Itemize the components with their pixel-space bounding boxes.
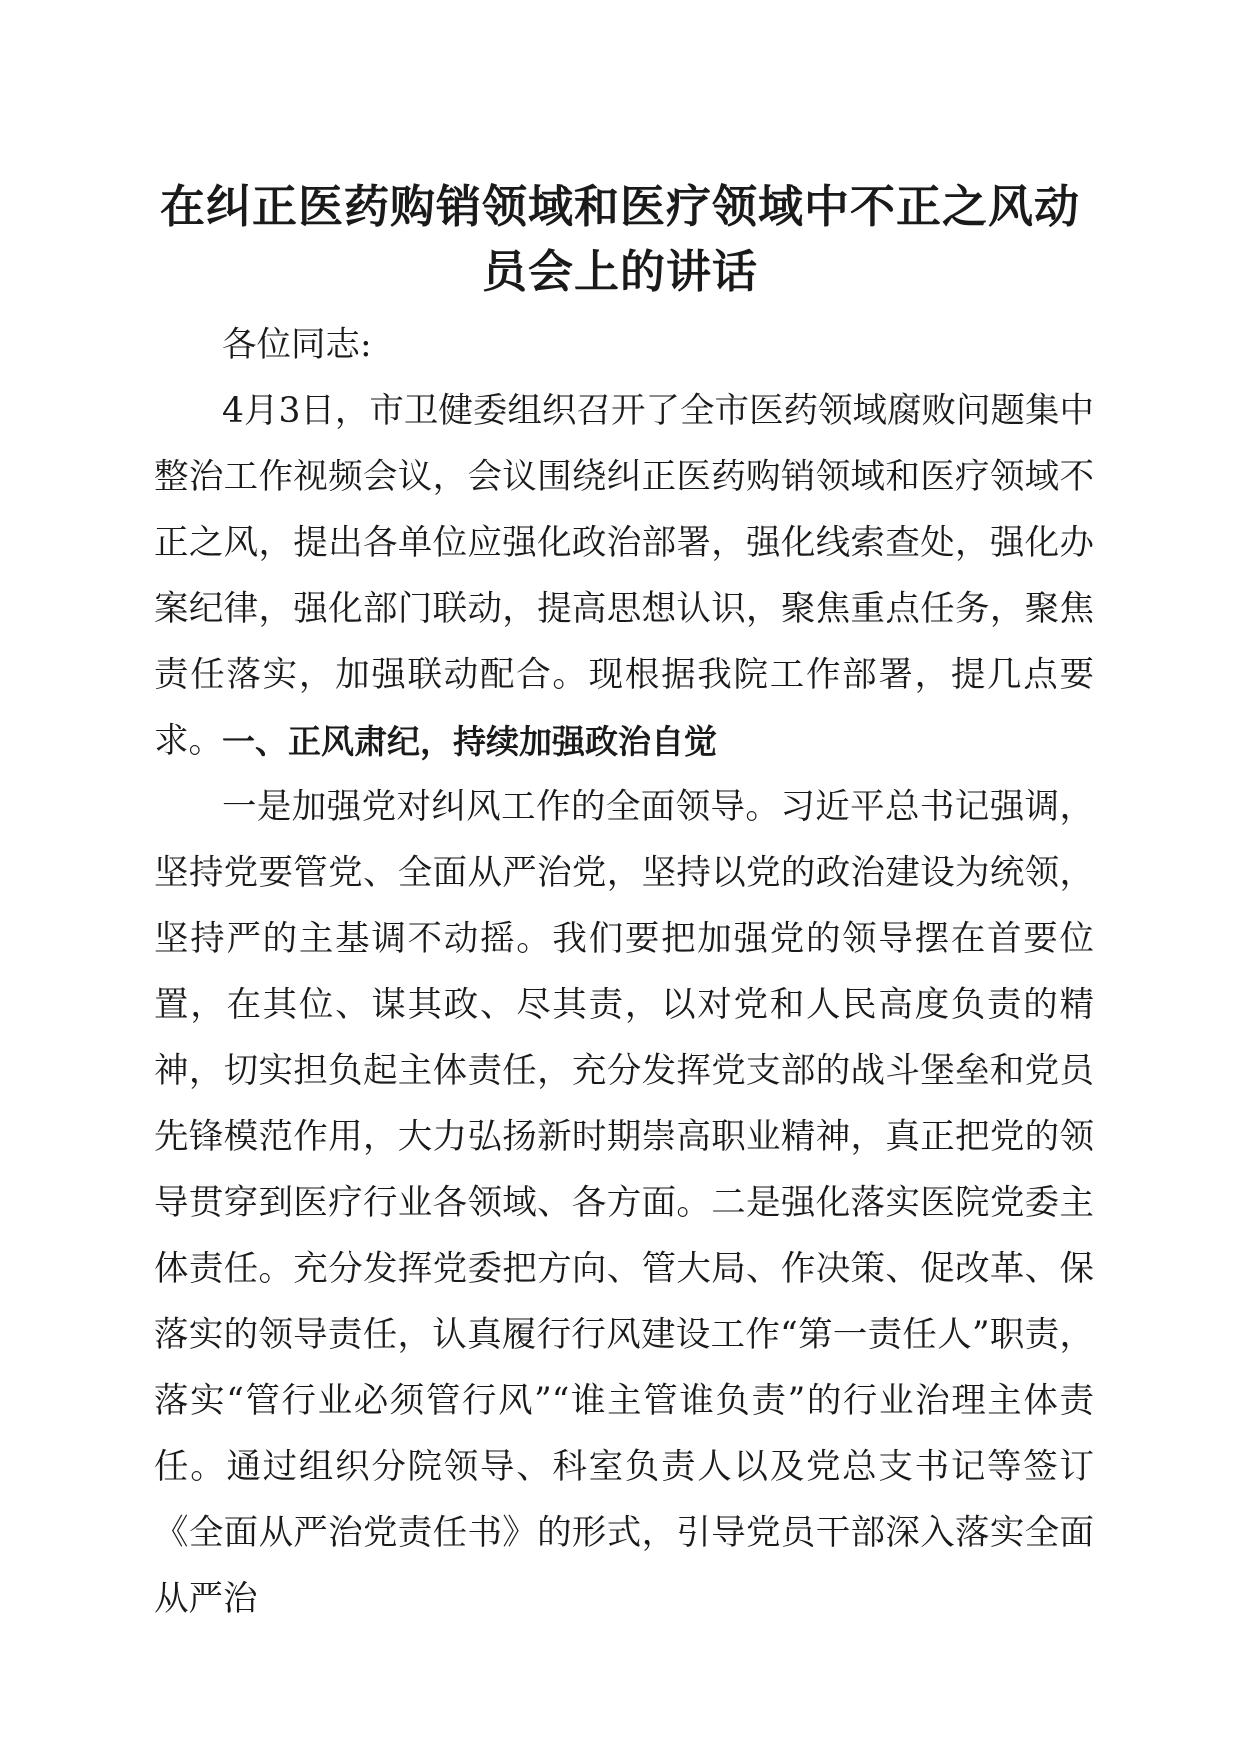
salutation: 各位同志: — [222, 325, 372, 365]
document-title-line-1: 在纠正医药购销领域和医疗领域中不正之风动 — [159, 180, 1080, 233]
body-paragraph-2: 一是加强党对纠风工作的全面领导。习近平总书记强调，坚持党要管党、全面从严治党，坚持以党的政治建设为统领，坚持严的主基调不动摇。我们要把加强党的领导摆在首要位置，在其位、谋其政、尽其责，以对党和人民高度负责的精神，切实担负起主体责任，充分发挥党支部的战斗堡垒和党员先锋模范作用，大力弘扬新时期崇高职业精神，真正把党的领导贯穿到医疗行业各领域、各方面。二是强化落实医院党委主体责任。充分发挥党委把方向、管大局、作决策、促改革、保落实的领导责任，认真履行行风建设工作“第一责任人”职责，落实“管行业必须管行风”“谁主管谁负责”的行业治理主体责任。通过组织分院领导、科室负责人以及党总支书记等签订《全面从严治党责任书》的形式，引导党员干部深入落实全面从严治 — [154, 787, 1094, 1619]
section-heading-1: 一、正风肃纪，持续加强政治自觉 — [222, 722, 717, 761]
document-title-line-2: 员会上的讲话 — [481, 245, 758, 298]
body-paragraph-1: 4月3日，市卫健委组织召开了全市医药领域腐败问题集中整治工作视频会议，会议围绕纠正医药购销领域和医疗领域不正之风，提出各单位应强化政治部署，强化线索查处，强化办案纪律，强化部门联动，提高思想认识，聚焦重点任务，聚焦责任落实，加强联动配合。现根据我院工作部署，提几点要求。 — [154, 391, 1094, 761]
